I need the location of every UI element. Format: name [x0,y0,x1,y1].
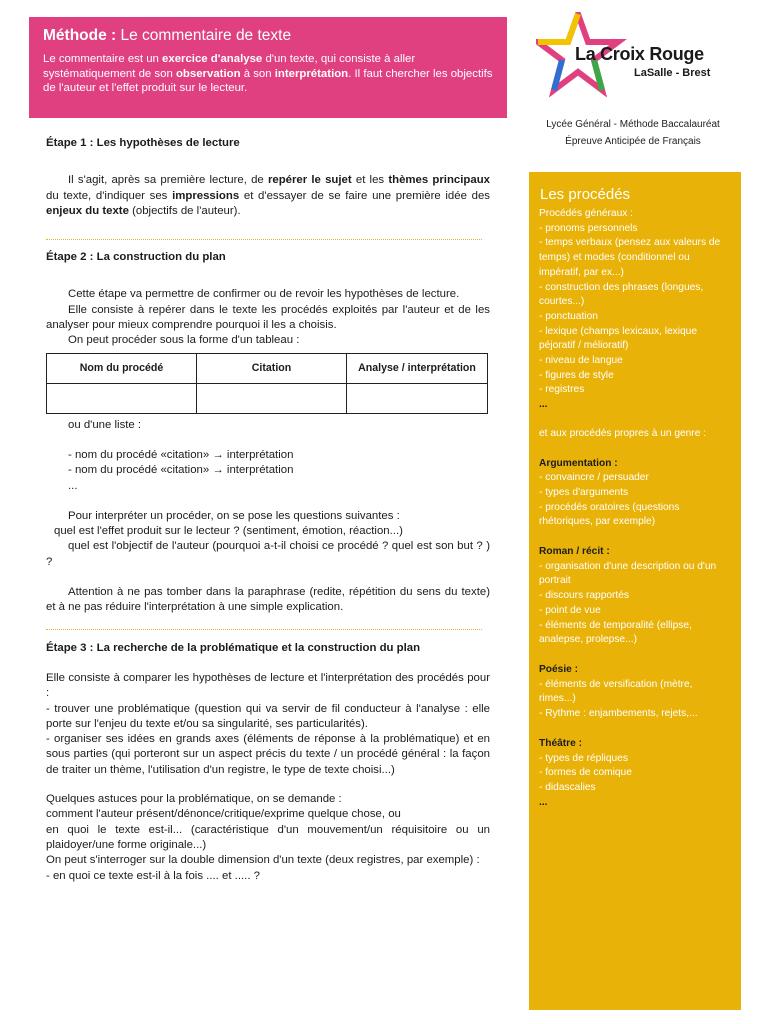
list-intro: ou d'une liste : [68,418,142,431]
sidebar-item: - Rythme : enjambements, rejets,... [539,708,698,720]
tip-1: comment l'auteur présent/dénonce/critique/exprime quelque chose, ou [46,808,401,821]
tip-2: en quoi le texte est-il... (caractéristique d'un mouvement/un réquisitoire ou un plaidoyer/une forme originale...) [46,823,490,851]
table-cell [47,383,197,413]
sidebar-item: - convaincre / persuader [539,472,649,484]
step3-title: Étape 3 : La recherche de la problématique et la construction du plan [46,641,421,654]
warning-text: Attention à ne pas tomber dans la paraphrase (redite, répétition du sens du texte) et à ne pas réduire l'interprétation à une simple explication. [46,586,490,614]
procedure-table [46,353,488,414]
questions-intro: Pour interpréter un procéder, on se pose les questions suivantes : [68,509,400,522]
sidebar-item: - procédés oratoires (questions rhétoriques, par exemple) [539,501,680,528]
table-cell [347,383,488,413]
separator [46,629,482,630]
sidebar-section-head: Argumentation : [539,457,618,469]
logo-subname: LaSalle - Brest [634,67,711,79]
table-header: Nom du procédé [47,353,197,383]
step3-p2: - trouver une problématique (question qui va servir de fil conducteur à l'analyse : elle porte sur l'enjeu du texte et/ou sa singularité, ses particularités). [46,702,490,730]
genre-head: et aux procédés propres à un genre : [539,427,707,439]
sidebar-item: - didascalies [539,781,596,793]
logo-name: La Croix Rouge [575,44,704,64]
step2-p2: Elle consiste à repérer dans le texte les procédés exploités par l'auteur et de les analyser pour mieux comprendre pourquoi il les a choisis. [46,303,490,332]
header-box [29,17,507,118]
tip-4: - en quoi ce texte est-il à la fois .... et ..... ? [46,869,260,882]
sidebar-item: - types d'arguments [539,486,629,498]
sidebar-item: - niveau de langue [539,355,623,367]
sidebar-item: - lexique (champs lexicaux, lexique péjoratif / mélioratif) [539,325,697,352]
table-cell [197,383,347,413]
question-2: quel est l'objectif de l'auteur (pourquoi a-t-il choisi ce procédé ? quel est son but ? ) ? [46,540,490,568]
sidebar-item: - organisation d'une description ou d'un portrait [539,560,717,587]
general-items [539,222,731,413]
sidebar-item: - types de répliques [539,752,628,764]
step3-p1: Elle consiste à comparer les hypothèses de lecture et l'interprétation des procédés pour : [46,671,490,700]
sidebar-item: - construction des phrases (longues, courtes...) [539,281,704,308]
sidebar-list [539,207,731,810]
sidebar-section-head: Roman / récit : [539,546,610,558]
tip-3: On peut s'interroger sur la double dimension d'un texte (deux registres, par exemple) : [46,854,480,867]
list-item: ... [68,479,78,492]
school-line2: Épreuve Anticipée de Français [565,136,701,147]
step2-title: Étape 2 : La construction du plan [46,251,226,264]
list-item: - nom du procédé «citation» → interprétation [68,448,294,461]
sidebar-item: - temps verbaux (pensez aux valeurs de temps) et modes (conditionnel ou impératif, par ex...) [539,237,721,278]
sidebar-item: - éléments de versification (mètre, rimes...) [539,678,693,705]
page-title: Méthode : Le commentaire de texte [43,27,292,44]
sidebar-item: - formes de comique [539,767,632,779]
proc-list [68,448,490,494]
sidebar-section-head: Théâtre : [539,737,583,749]
sidebar-item: - éléments de temporalité (ellipse, analepse, prolepse...) [539,619,692,646]
school-line1: Lycée Général - Méthode Baccalauréat [546,119,720,130]
genre-sections [539,457,731,811]
table-header: Analyse / interprétation [347,353,488,383]
intro-text: Le commentaire est un exercice d'analyse d'un texte, qui consiste à aller systématiquement de son observation à son interprétation. Il faut chercher les objectifs de l'auteur et l'effet produit sur le lecteur. [43,53,493,94]
school-info [520,116,746,150]
step1-text: Il s'agit, après sa première lecture, de repérer le sujet et les thèmes principaux du texte, d'indiquer ses impressions et d'essayer de se faire une première idée des enjeux du texte (objectifs de l'auteur). [46,174,490,217]
sidebar-item: - ponctuation [539,310,598,322]
procedes-sidebar [529,172,741,1010]
step3-p3: - organiser ses idées en grands axes (éléments de réponse à la problématique) et en sous parties (qui porteront sur un aspect précis du texte / un procédé général : la façon de traiter un thème, l'utilisation d'un registre, le type de texte choisi...) [46,733,490,776]
list-item: - nom du procédé «citation» → interprétation [68,464,294,477]
sidebar-title: Les procédés [540,186,631,203]
sidebar-item: - pronoms personnels [539,222,638,234]
step1-title: Étape 1 : Les hypothèses de lecture [46,137,240,149]
sidebar-item: - registres [539,384,585,396]
sidebar-item: - discours rapportés [539,590,630,602]
question-1: quel est l'effet produit sur le lecteur ? (sentiment, émotion, réaction...) [54,525,403,538]
table-header: Citation [197,353,347,383]
sidebar-section-head: Poésie : [539,663,579,675]
sidebar-item: ... [539,796,548,808]
separator [46,239,482,240]
sidebar-item: - figures de style [539,369,614,381]
general-head: Procédés généraux : [539,208,634,219]
sidebar-item: ... [539,399,548,411]
tips-intro: Quelques astuces pour la problématique, on se demande : [46,793,342,806]
step2-p1: Cette étape va permettre de confirmer ou de revoir les hypothèses de lecture. [68,288,460,301]
sidebar-item: - point de vue [539,604,601,616]
step2-p3: On peut procéder sous la forme d'un tableau : [68,334,300,347]
main-content [46,128,490,884]
